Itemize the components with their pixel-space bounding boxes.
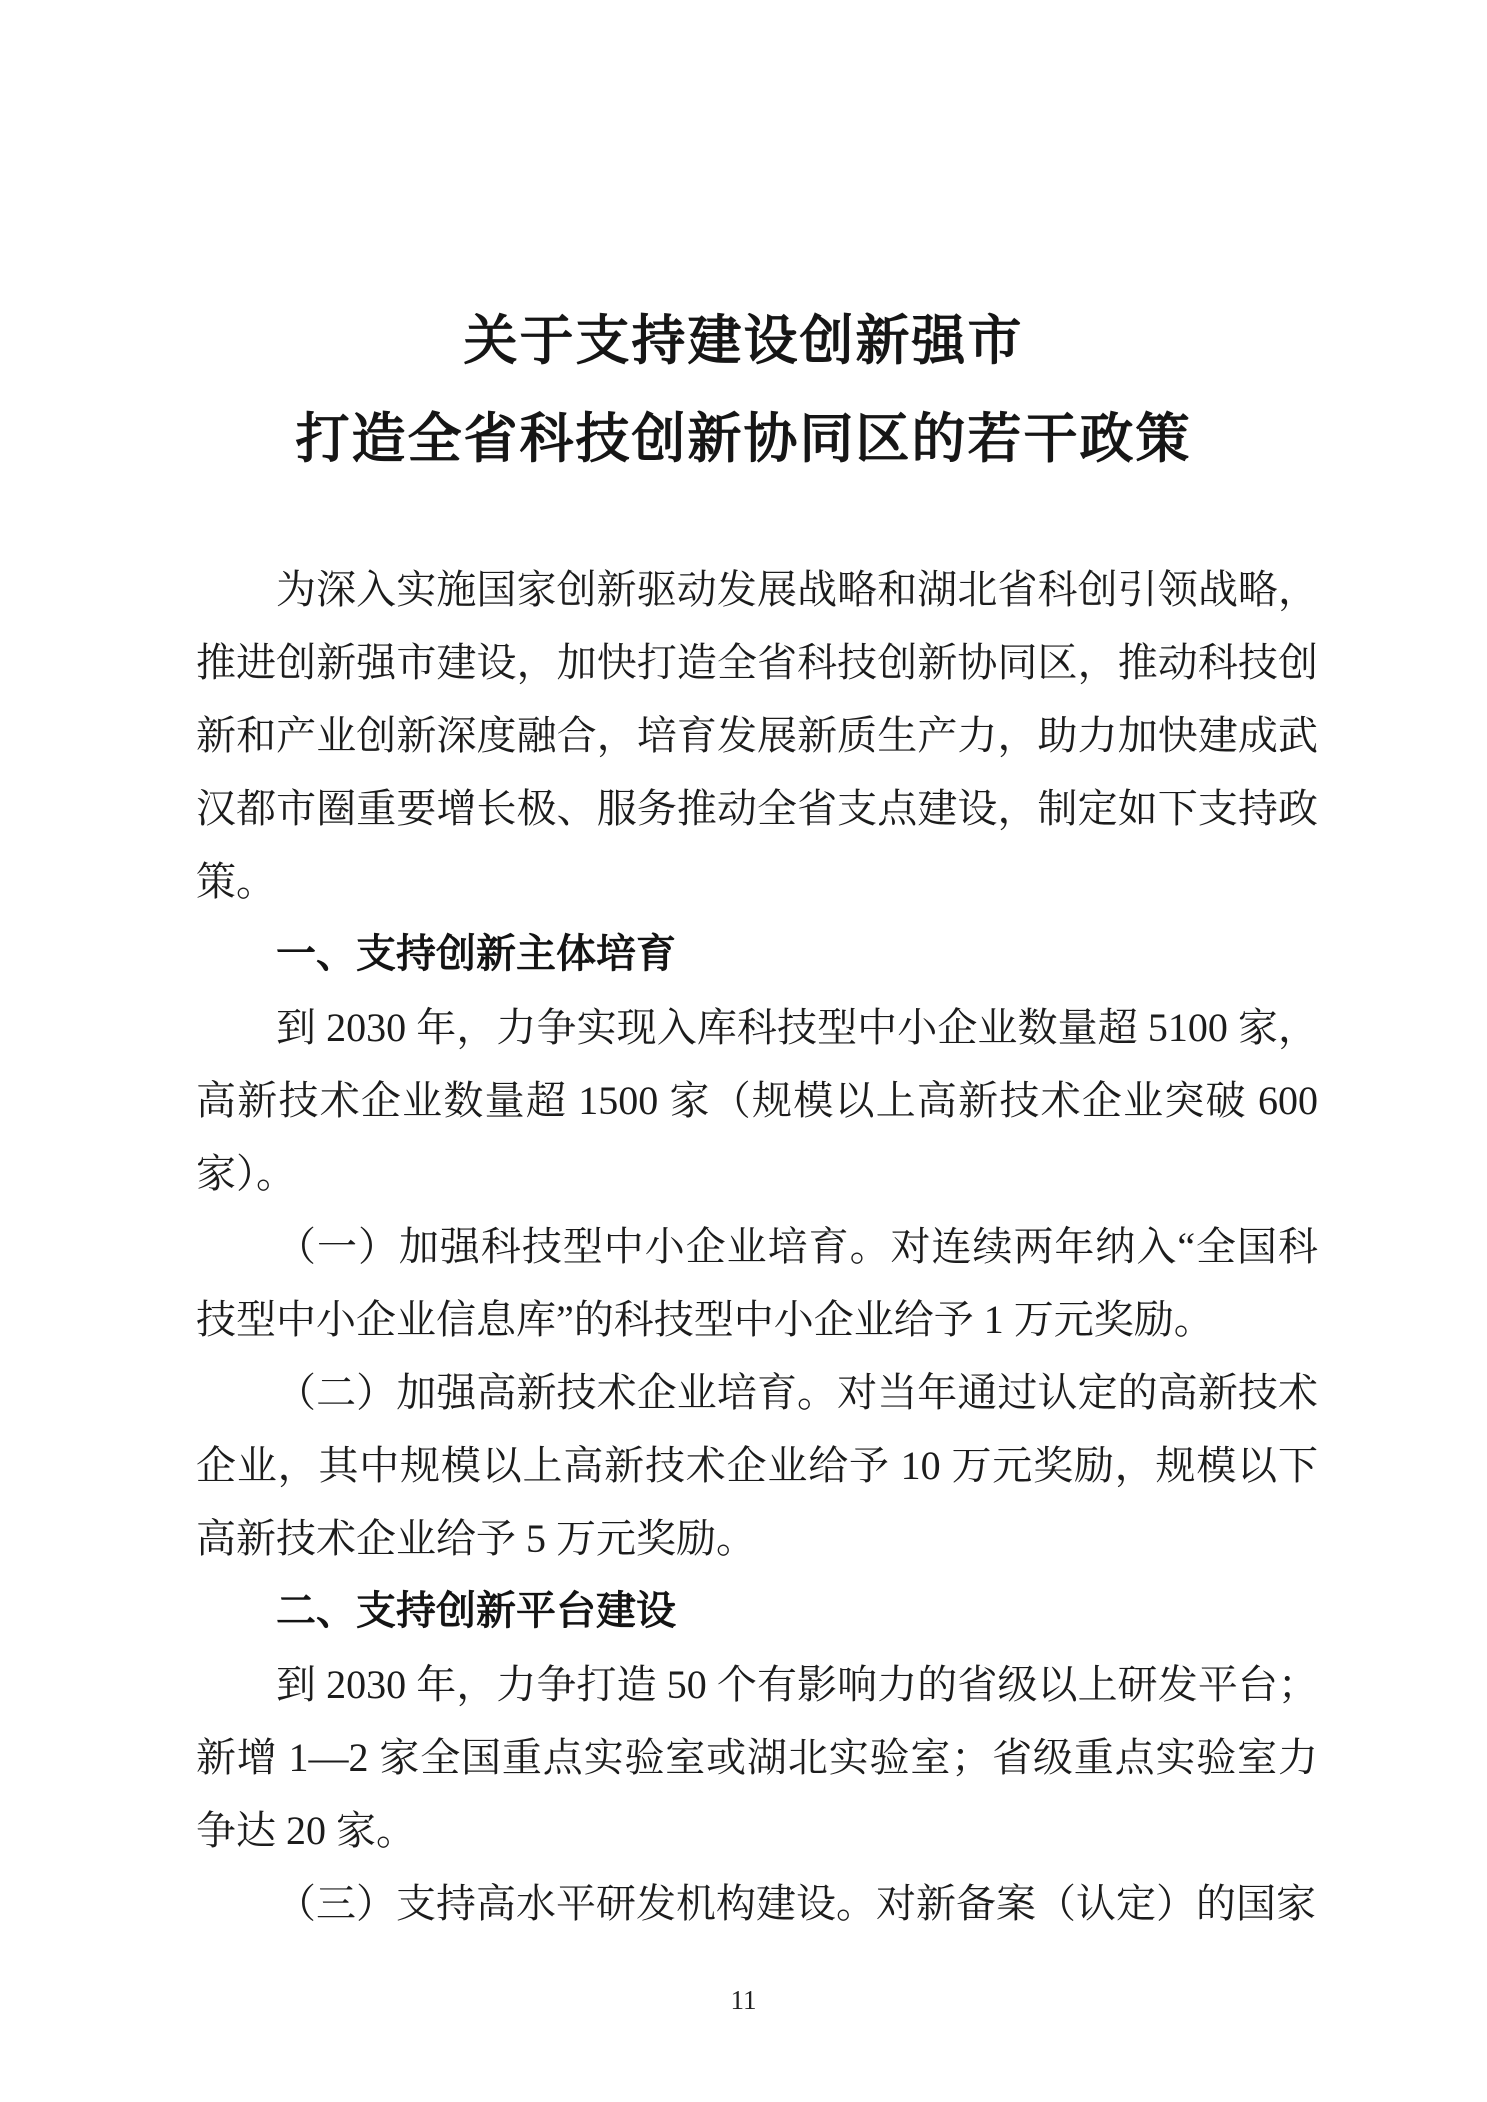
document-title: [0, 292, 1487, 488]
page-number: 11: [730, 1985, 757, 2015]
paragraph-item-1: （一）加强科技型中小企业培育。对连续两年纳入“全国科技型中小企业信息库”的科技型中小企业给予 1 万元奖励。: [196, 1224, 1318, 1342]
paragraph-item-2: （二）加强高新技术企业培育。对当年通过认定的高新技术企业，其中规模以上高新技术企业给予 10 万元奖励，规模以下高新技术企业给予 5 万元奖励。: [196, 1370, 1318, 1561]
paragraph-section2-goal: 到 2030 年，力争打造 50 个有影响力的省级以上研发平台；新增 1—2 家全国重点实验室或湖北实验室；省级重点实验室力争达 20 家。: [196, 1662, 1318, 1853]
section-heading-1: 一、支持创新主体培育: [276, 932, 676, 976]
title-line-1: 关于支持建设创新强市: [463, 311, 1024, 371]
paragraph-section1-goal: 到 2030 年，力争实现入库科技型中小企业数量超 5100 家，高新技术企业数量超 1500 家（规模以上高新技术企业突破 600 家）。: [196, 1005, 1318, 1196]
paragraph-intro: 为深入实施国家创新驱动发展战略和湖北省科创引领战略，推进创新强市建设，加快打造全省科技创新协同区，推动科技创新和产业创新深度融合，培育发展新质生产力，助力加快建成武汉都市圈重要增长极、服务推动全省支点建设，制定如下支持政策。: [196, 567, 1318, 904]
title-line-2: 打造全省科技创新协同区的若干政策: [295, 409, 1192, 469]
section-heading-2: 二、支持创新平台建设: [276, 1589, 676, 1633]
document-body: [196, 553, 1318, 1940]
paragraph-item-3: （三）支持高水平研发机构建设。对新备案（认定）的国家: [276, 1881, 1316, 1926]
